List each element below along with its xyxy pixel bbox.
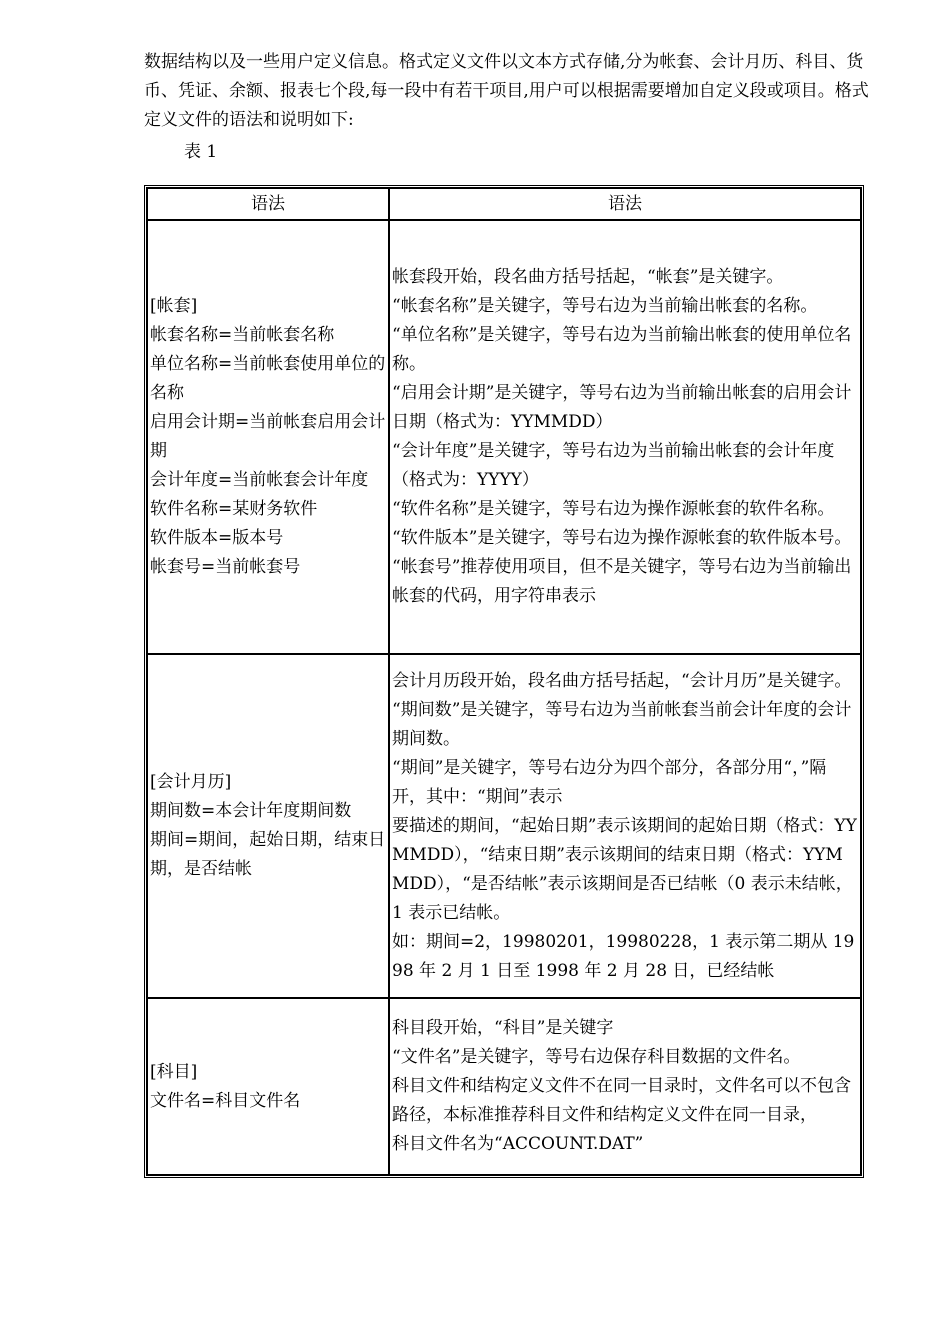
description-line: “启用会计期”是关键字，等号右边为当前输出帐套的启用会计日期（格式为：YYMMDD）: [392, 383, 852, 432]
syntax-line: 软件名称=某财务软件: [150, 499, 318, 519]
table-row-subject: [147, 998, 861, 1175]
description-line: 科目文件名为“ACCOUNT.DAT”: [392, 1134, 644, 1154]
syntax-line: 帐套名称=当前帐套名称: [150, 325, 335, 345]
syntax-table: [144, 185, 864, 1178]
syntax-line: 期间数=本会计年度期间数: [150, 801, 352, 821]
description-line: 会计月历段开始，段名曲方括号括起，“会计月历”是关键字。: [392, 670, 852, 691]
syntax-line: 会计年度=当前帐套会计年度: [150, 470, 369, 490]
description-line: “软件名称”是关键字，等号右边为操作源帐套的软件名称。: [392, 499, 835, 519]
syntax-line: 文件名=科目文件名: [150, 1090, 301, 1111]
syntax-line: 启用会计期=当前帐套启用会计期: [150, 412, 386, 461]
intro-paragraph: [144, 48, 874, 135]
syntax-cell: [147, 998, 389, 1175]
description-line: “文件名”是关键字，等号右边保存科目数据的文件名。: [392, 1047, 801, 1067]
syntax-cell: [147, 654, 389, 998]
table-caption: 表 1: [184, 142, 218, 162]
description-cell: [389, 998, 861, 1175]
table-row-accounting-calendar: [147, 654, 861, 998]
description-line: “会计年度”是关键字，等号右边为当前输出帐套的会计年度（格式为：YYYY）: [392, 441, 835, 490]
syntax-line: 帐套号=当前帐套号: [150, 557, 301, 577]
description-cell: [389, 654, 861, 998]
intro-text: 数据结构以及一些用户定义信息。格式定义文件以文本方式存储,分为帐套、会计月历、科目、货币、凭证、余额、报表七个段,每一段中有若干项目,用户可以根据需要增加自定义段或项目。格式定义文件的语法和说明如下:: [144, 52, 869, 130]
column-header-description: 语法: [389, 188, 861, 220]
description-line: 如：期间=2，19980201，19980228，1 表示第二期从 1998 年 2 月 1 日至 1998 年 2 月 28 日，已经结帐: [392, 931, 855, 981]
table-header-row: [147, 188, 861, 220]
description-line: “期间数”是关键字，等号右边为当前帐套当前会计年度的会计期间数。: [392, 699, 852, 749]
description-line: “软件版本”是关键字，等号右边为操作源帐套的软件版本号。: [392, 528, 852, 548]
syntax-line: 期间=期间，起始日期，结束日期，是否结帐: [150, 830, 386, 879]
description-line: 科目文件和结构定义文件不在同一目录时，文件名可以不包含路径，本标准推荐科目文件和结构定义文件在同一目录，: [392, 1076, 851, 1125]
description-line: “帐套名称”是关键字，等号右边为当前输出帐套的名称。: [392, 296, 818, 316]
description-line: 要描述的期间，“起始日期”表示该期间的起始日期（格式：YYMMDD），“结束日期”表示该期间的结束日期（格式：YYMMDD），“是否结帐”表示该期间是否已结帐（0 表示未结帐，1 表示已结帐。: [392, 815, 857, 923]
syntax-cell: [147, 220, 389, 654]
description-line: “帐套号”推荐使用项目，但不是关键字，等号右边为当前输出帐套的代码，用字符串表示: [392, 557, 852, 606]
description-cell: [389, 220, 861, 654]
description-line: 科目段开始，“科目”是关键字: [392, 1018, 614, 1038]
syntax-line: 单位名称=当前帐套使用单位的名称: [150, 354, 386, 403]
table-row-account-set: [147, 220, 861, 654]
syntax-line: [帐套]: [150, 296, 198, 316]
description-line: “期间”是关键字，等号右边分为四个部分，各部分用“，”隔开，其中：“期间”表示: [392, 757, 827, 807]
syntax-line: 软件版本=版本号: [150, 528, 284, 548]
syntax-line: [科目]: [150, 1061, 198, 1082]
description-line: “单位名称”是关键字，等号右边为当前输出帐套的使用单位名称。: [392, 325, 852, 374]
syntax-line: [会计月历]: [150, 772, 232, 792]
column-header-syntax: 语法: [147, 188, 389, 220]
description-line: 帐套段开始，段名曲方括号括起，“帐套”是关键字。: [392, 267, 784, 287]
